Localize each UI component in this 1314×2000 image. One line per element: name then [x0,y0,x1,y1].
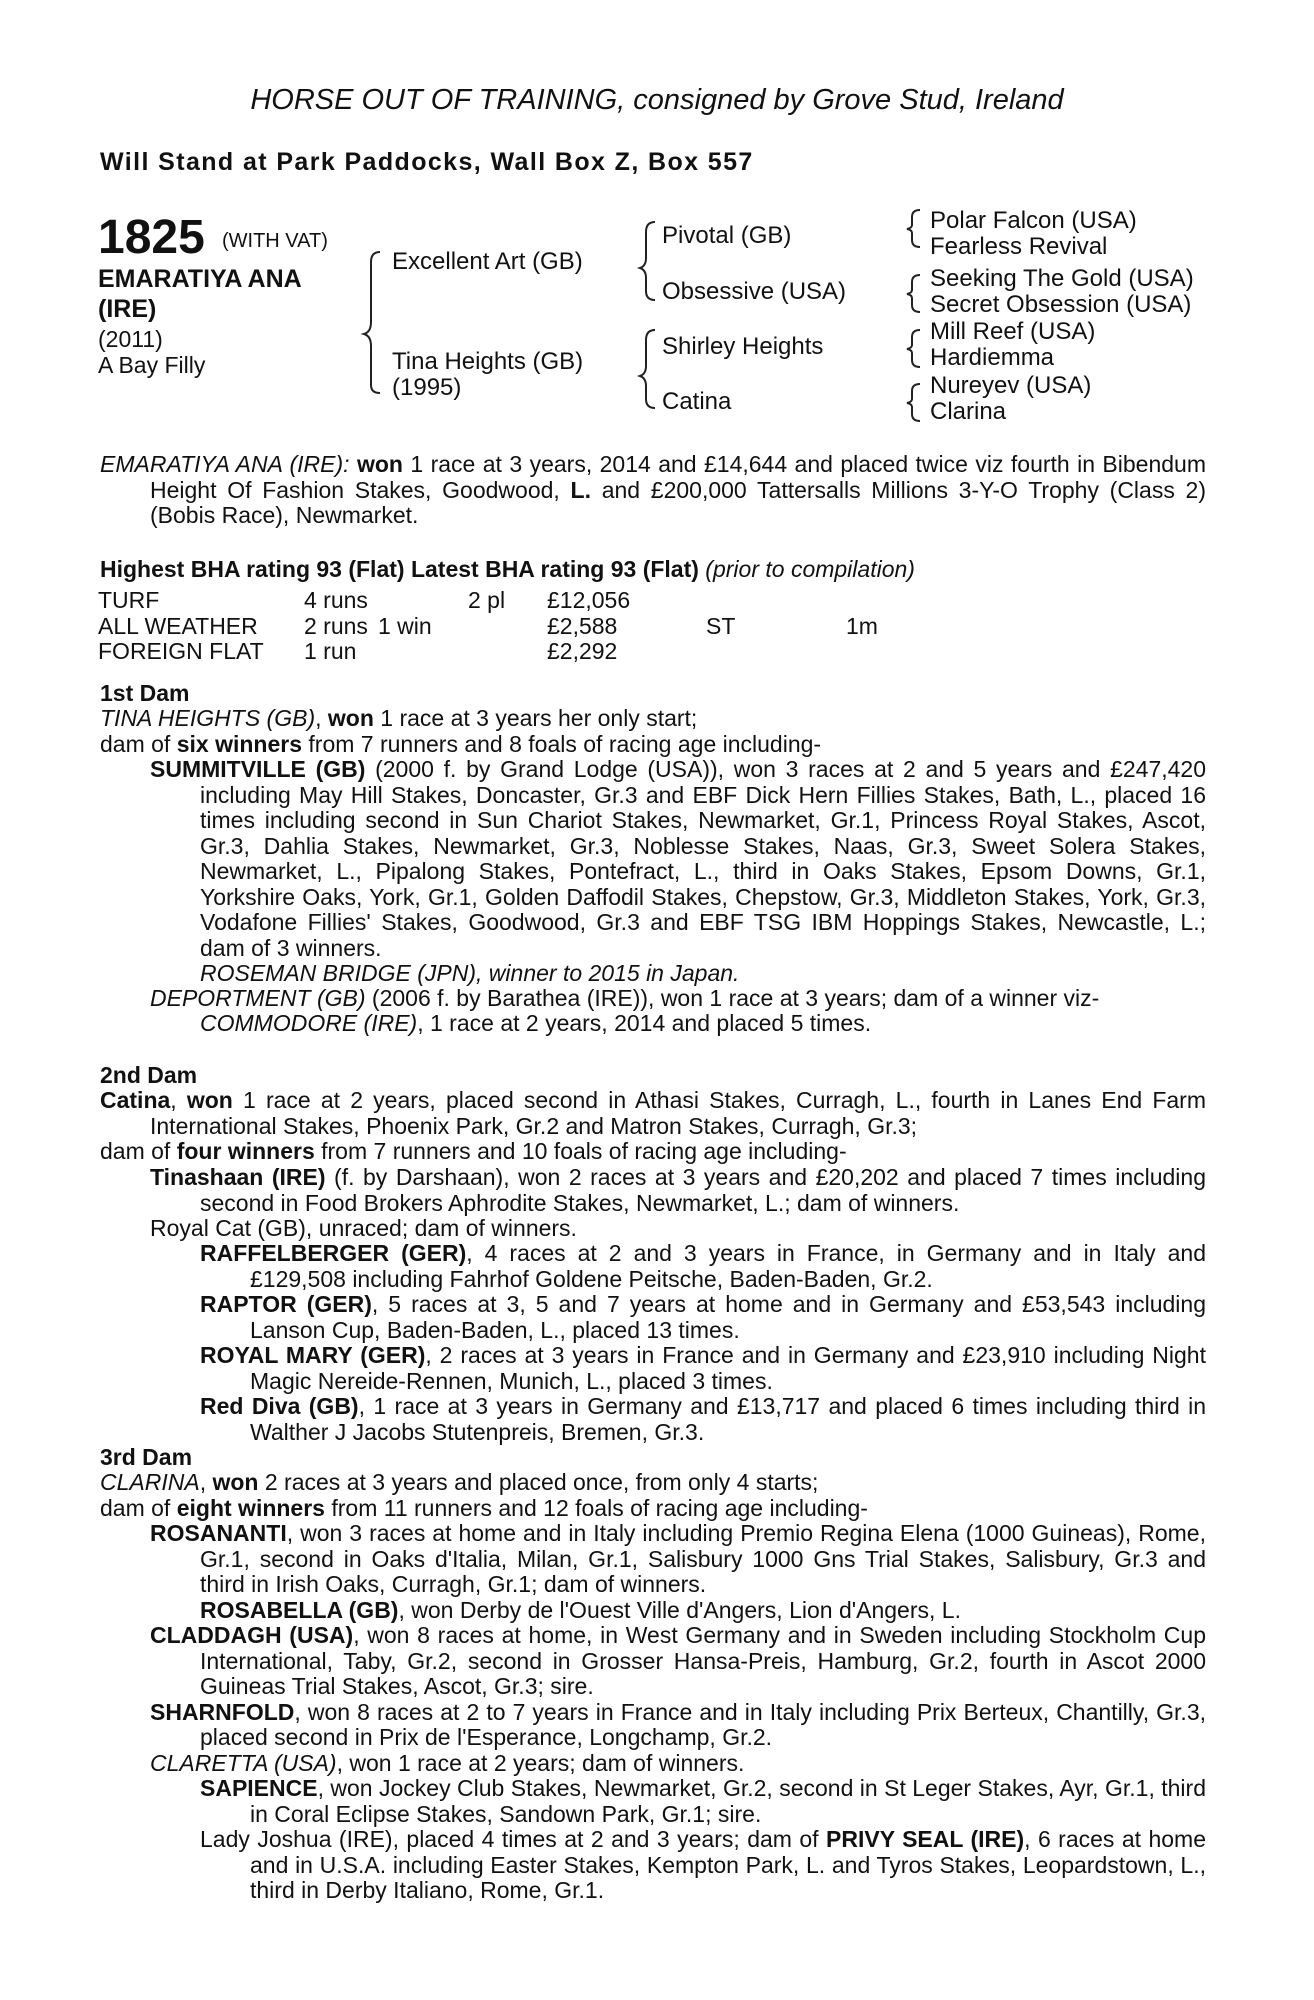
dam3-heading: 3rd Dam [100,1444,193,1470]
pedigree-gen3-4: Secret Obsession (USA) [930,291,1192,318]
produce-royal-mary-text: , 2 races at 3 years in France and in Germany and £23,910 including Night Magic Nereide-Rennen, Munich, L., placed 3 times. [250,1342,1206,1394]
summary-listed: L. [570,476,591,503]
produce-rosabella: ROSABELLA (GB) [200,1597,399,1623]
produce-sapience-text: , won Jockey Club Stakes, Newmarket, Gr.2, second in St Leger Stakes, Ayr, Gr.1, third in Coral Eclipse Stakes, Sandown Park, Gr.1; sire. [250,1775,1206,1827]
dam3-block: CLARINA, won 2 races at 3 years and placed once, from only 4 starts; dam of eight winners from 11 runners and 12 foals of racing age including- [100,1469,868,1521]
produce-claretta-text: , won 1 race at 2 years; dam of winners. [336,1749,745,1776]
dam2-winners: four winners [176,1138,315,1164]
dam2-dam-of: dam of [100,1138,177,1164]
dam3-text: 2 races at 3 years and placed once, from only 4 starts; [258,1469,819,1495]
dam3-foals: from 11 runners and 12 foals of racing age including- [324,1494,868,1521]
produce-summitville-text: (2000 f. by Grand Lodge (USA)), won 3 races at 2 and 5 years and £247,420 including May Hill Stakes, Doncaster, Gr.3 and EBF Dick Hern Fillies Stakes, Bath, L., placed 16 times including second in Sun Chariot Stakes, Newmarket, Gr.1, Princess Royal Stakes, Ascot, Gr.3, Dahlia Stakes, Newmarket, Gr.3, Noblesse Stakes, Naas, Gr.3, Sweet Solera Stakes, Newmarket, L., Pipalong Stakes, Pontefract, L., third in Oaks Stakes, Epsom Downs, Gr.1, Yorkshire Oaks, York, Gr.1, Golden Daffodil Stakes, Chepstow, Gr.3, Middleton Stakes, York, Gr.3, Vodafone Fillies' Stakes, Goodwood, Gr.3 and EBF TSG IBM Hoppings Stakes, Newcastle, L.; dam of 3 winners. [200,756,1206,961]
dam2-heading: 2nd Dam [100,1062,198,1088]
dam1-produce [150,757,1206,961]
vat-label: (WITH VAT) [222,230,328,252]
dam1-foals: from 7 runners and 8 foals of racing age including- [302,730,822,757]
record-category: FOREIGN FLAT [98,638,264,664]
summary-won: won [356,451,403,477]
pedigree-gen3-8: Clarina [930,398,1007,425]
pedigree-gen3-1: Polar Falcon (USA) [930,207,1137,234]
produce-sapience: SAPIENCE [200,1775,318,1801]
record-money: £2,292 [547,638,618,664]
dam1-produce-2 [150,986,1206,1012]
summary-horse-name: EMARATIYA ANA (IRE): [100,451,350,477]
dam2-produce [150,1165,1206,1242]
dam1-name: TINA HEIGHTS (GB) [100,705,316,731]
record-money: £12,056 [547,587,631,613]
horse-year: (2011) [98,326,163,352]
dam1-winners: six winners [176,730,302,757]
dam1-grandproduce [200,961,1206,987]
produce-rosabella-text: , won Derby de l'Ouest Ville d'Angers, Lion d'Angers, L. [398,1597,961,1623]
produce-rosananti-text: , won 3 races at home and in Italy including Premio Regina Elena (1000 Guineas), Rome, Gr.1, second in Oaks d'Italia, Milan, Gr.1, Salisbury 1000 Gns Trial Stakes, Salisbury, Gr.3 and third in Irish Oaks, Curragh, Gr.1; dam of winners. [200,1520,1206,1597]
pedigree-dam-dam: Catina [662,388,732,415]
dam1-won: won [327,705,374,731]
record-money: £2,588 [547,612,618,639]
rating-note: (prior to compilation) [698,556,915,582]
summary-text-1: 1 race at 3 years, 2014 and £14,644 and placed twice viz fourth in Bibendum Height Of Fashion Stakes, Goodwood, [150,451,1207,503]
summary-text-2: and £200,000 Tattersalls Millions 3-Y-O Trophy (Class 2) (Bobis Race), Newmarket. [150,476,1206,528]
produce-tinashaan-text: (f. by Darshaan), won 2 races at 3 years and £20,202 and placed 7 times including second in Food Brokers Aphrodite Stakes, Newmarket, L.; dam of winners. [200,1164,1207,1216]
pedigree-dam: Tina Heights (GB) [392,348,584,375]
produce-sharnfold-text: , won 8 races at 2 to 7 years in France and in Italy including Prix Berteux, Chantilly, Gr.3, placed second in Prix de l'Esperance, Longchamp, Gr.2. [200,1698,1206,1750]
dam1-grandproduce-2 [200,1011,1206,1037]
record-runs: 1 run [304,638,357,664]
rating-bold: Highest BHA rating 93 (Flat) Latest BHA rating 93 (Flat) [100,556,699,582]
dam3-name: CLARINA [100,1469,200,1495]
produce-tinashaan: Tinashaan (IRE) [150,1164,326,1190]
record-category: ALL WEATHER [98,612,258,639]
produce-claretta: CLARETTA (USA) [150,1749,337,1776]
produce-summitville: SUMMITVILLE (GB) [150,756,366,782]
dam2-text: 1 race at 2 years, placed second in Athasi Stakes, Curragh, L., fourth in Lanes End Farm International Stakes, Phoenix Park, Gr.2 and Matron Stakes, Curragh, Gr.3; [150,1087,1207,1139]
dam1-block: TINA HEIGHTS (GB), won 1 race at 3 years her only start; dam of six winners from 7 runners and 8 foals of racing age including- [100,705,822,757]
dam1-text: 1 race at 3 years her only start; [373,705,698,731]
produce-deportment-text: (2006 f. by Barathea (IRE)), won 1 race at 3 years; dam of a winner viz- [365,985,1100,1011]
pedigree-gen3-7: Nureyev (USA) [930,372,1092,399]
produce-red-diva-text: , 1 race at 3 years in Germany and £13,717 and placed 6 times including third in Walther J Jacobs Stutenpreis, Bremen, Gr.3. [250,1393,1207,1445]
produce-rosananti: ROSANANTI [150,1520,287,1546]
produce-raffelberger-text: , 4 races at 2 and 3 years in France, in Germany and in Italy and £129,508 including Fahrhof Goldene Peitsche, Baden-Baden, Gr.2. [250,1240,1206,1292]
dam1-heading: 1st Dam [100,680,190,706]
record-category: TURF [98,587,160,613]
produce-deportment: DEPORTMENT (GB) [150,985,366,1011]
dam3-produce-2 [150,1623,1206,1776]
pedigree-gen3-2: Fearless Revival [930,233,1108,260]
dam3-won: won [212,1469,259,1495]
pedigree-dam-sire: Shirley Heights [662,333,824,360]
pedigree-dam-year: (1995) [392,374,462,401]
produce-raptor: RAPTOR (GER) [200,1291,372,1317]
horse-description: A Bay Filly [98,352,206,378]
page-title: HORSE OUT OF TRAINING, consigned by Grove Stud, Ireland [250,84,1064,116]
record-wins: 1 win [378,612,432,639]
horse-name: EMARATIYA ANA (IRE) [98,265,301,323]
record-runs: 4 runs [304,587,368,613]
dam2-block: Catina, won 1 race at 2 years, placed second in Athasi Stakes, Curragh, L., fourth in Lanes End Farm International Stakes, Phoenix Park, Gr.2 and Matron Stakes, Curragh, Gr.3; dam of four winners from 7 runners and 10 foals of racing age including- [100,1087,1207,1164]
dam2-won: won [186,1087,233,1113]
produce-claddagh-text: , won 8 races at home, in West Germany and in Sweden including Stockholm Cup International, Taby, Gr.2, second in Grosser Hansa-Preis, Hamburg, Gr.2, fourth in Ascot 2000 Guineas Trial Stakes, Ascot, Gr.3; sire. [200,1622,1206,1699]
produce-commodore-text: , 1 race at 2 years, 2014 and placed 5 times. [417,1010,872,1036]
produce-raptor-text: , 5 races at 3, 5 and 7 years at home and in Germany and £53,543 including Lanson Cup, Baden-Baden, L., placed 13 times. [250,1291,1206,1343]
record-runs: 2 runs [304,612,368,639]
dam2-name: Catina [100,1087,171,1113]
produce-royal-mary: ROYAL MARY (GER) [200,1342,426,1368]
produce-roseman: ROSEMAN BRIDGE (JPN), winner to 2015 in Japan. [200,960,740,986]
pedigree-gen3-3: Seeking The Gold (USA) [930,265,1194,292]
rating-line [100,556,915,583]
dam3-winners: eight winners [176,1494,325,1521]
record-going: ST [706,612,736,639]
pedigree-gen3-6: Hardiemma [930,344,1055,371]
produce-commodore: COMMODORE (IRE) [200,1010,418,1036]
lot-number: 1825 [98,211,205,264]
produce-claddagh: CLADDAGH (USA) [150,1622,354,1648]
produce-privy-seal: PRIVY SEAL (IRE) [826,1826,1025,1852]
produce-privy-seal-text: , 6 races at home and in U.S.A. including Easter Stakes, Kempton Park, L. and Tyros Stakes, Leopardstown, L., third in Derby Italiano, Rome, Gr.1. [250,1826,1207,1903]
produce-lady-joshua: Lady Joshua (IRE), placed 4 times at 2 and 3 years; dam of [200,1826,827,1852]
dam3-grandproduce-2 [200,1776,1206,1904]
dam3-grandproduce-1 [200,1598,1206,1624]
stand-location: Will Stand at Park Paddocks, Wall Box Z, Box 557 [100,148,754,176]
pedigree-gen3-5: Mill Reef (USA) [930,318,1096,345]
race-summary [100,452,1206,529]
produce-raffelberger: RAFFELBERGER (GER) [200,1240,467,1266]
dam2-grandproduce [200,1241,1206,1445]
produce-royal-cat: Royal Cat (GB), unraced; dam of winners. [150,1215,577,1241]
dam3-dam-of: dam of [100,1494,177,1521]
dam2-foals: from 7 runners and 10 foals of racing age including- [314,1138,847,1164]
pedigree-sire-dam: Obsessive (USA) [662,278,847,305]
pedigree-sire: Excellent Art (GB) [392,248,583,275]
record-distance: 1m [846,612,878,639]
dam3-produce-1 [150,1521,1206,1598]
produce-red-diva: Red Diva (GB) [200,1393,359,1419]
dam1-dam-of: dam of [100,730,177,757]
record-placed: 2 pl [468,587,506,613]
produce-sharnfold: SHARNFOLD [150,1698,295,1725]
pedigree-sire-sire: Pivotal (GB) [662,222,792,249]
